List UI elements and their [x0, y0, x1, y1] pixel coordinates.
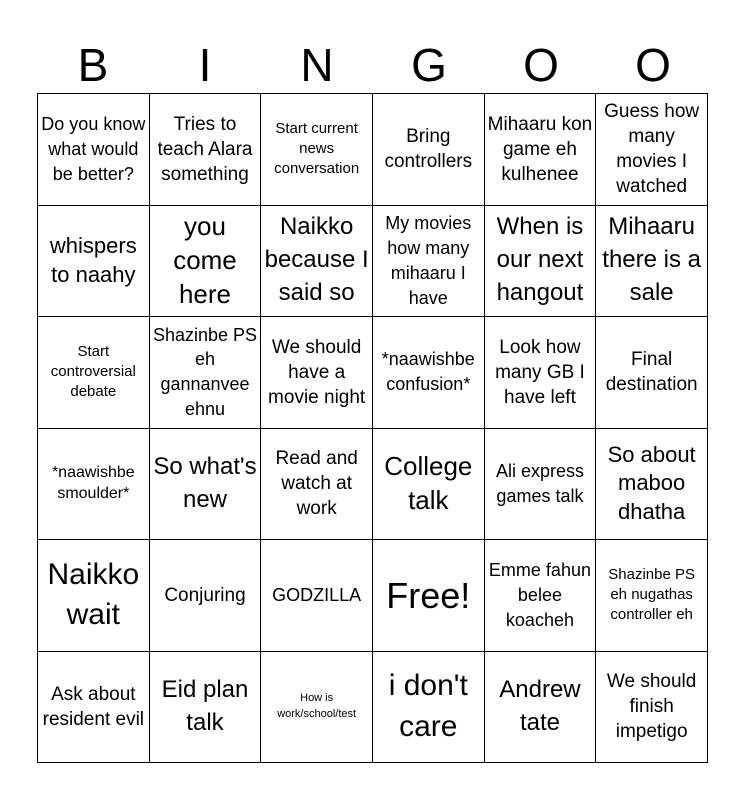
header-letter-i: I [198, 39, 212, 91]
bingo-cell[interactable]: Bring controllers [372, 94, 484, 206]
bingo-cell[interactable]: Ask about resident evil [38, 651, 150, 763]
bingo-cell[interactable]: i don't care [372, 651, 484, 763]
bingo-cell[interactable]: When is our next hangout [484, 205, 596, 317]
free-space-cell[interactable]: Free! [372, 540, 484, 652]
bingo-header [37, 38, 708, 92]
bingo-cell[interactable]: Eid plan talk [149, 651, 261, 763]
bingo-cell[interactable]: We should finish impetigo [596, 651, 708, 763]
bingo-cell[interactable]: Start controversial debate [38, 317, 150, 429]
header-letter-o-2: O [635, 39, 671, 91]
bingo-cell[interactable]: Mihaaru there is a sale [596, 205, 708, 317]
bingo-cell[interactable]: We should have a movie night [261, 317, 373, 429]
bingo-cell[interactable]: So what's new [149, 428, 261, 540]
board-row [38, 651, 708, 763]
bingo-cell[interactable]: How is work/school/test [261, 651, 373, 763]
board-row [38, 205, 708, 317]
board-row [38, 317, 708, 429]
bingo-cell[interactable]: Andrew tate [484, 651, 596, 763]
bingo-cell[interactable]: Final destination [596, 317, 708, 429]
bingo-cell[interactable]: Shazinbe PS eh gannanvee ehnu [149, 317, 261, 429]
bingo-cell[interactable]: My movies how many mihaaru I have [372, 205, 484, 317]
board-row [38, 94, 708, 206]
bingo-cell[interactable]: *naawishbe confusion* [372, 317, 484, 429]
bingo-cell[interactable]: College talk [372, 428, 484, 540]
bingo-cell[interactable]: Conjuring [149, 540, 261, 652]
header-letter-o: O [523, 39, 559, 91]
bingo-cell[interactable]: GODZILLA [261, 540, 373, 652]
bingo-cell[interactable]: So about maboo dhatha [596, 428, 708, 540]
bingo-cell[interactable]: Start current news conversation [261, 94, 373, 206]
board-row [38, 428, 708, 540]
header-letter-n: N [300, 39, 334, 91]
board-row [38, 540, 708, 652]
bingo-cell[interactable]: whispers to naahy [38, 205, 150, 317]
bingo-board [37, 93, 708, 763]
bingo-cell[interactable]: Mihaaru kon game eh kulhenee [484, 94, 596, 206]
bingo-cell[interactable]: Guess how many movies I watched [596, 94, 708, 206]
bingo-cell[interactable]: Naikko wait [38, 540, 150, 652]
bingo-cell[interactable]: Naikko because I said so [261, 205, 373, 317]
bingo-cell[interactable]: Ali express games talk [484, 428, 596, 540]
header-letter-g: G [411, 39, 447, 91]
bingo-cell[interactable]: Look how many GB I have left [484, 317, 596, 429]
bingo-cell[interactable]: Tries to teach Alara something [149, 94, 261, 206]
bingo-cell[interactable]: you come here [149, 205, 261, 317]
bingo-cell[interactable]: *naawishbe smoulder* [38, 428, 150, 540]
bingo-cell[interactable]: Do you know what would be better? [38, 94, 150, 206]
bingo-cell[interactable]: Shazinbe PS eh nugathas controller eh [596, 540, 708, 652]
bingo-cell[interactable]: Emme fahun belee koacheh [484, 540, 596, 652]
header-letter-b: B [77, 39, 109, 91]
bingo-cell[interactable]: Read and watch at work [261, 428, 373, 540]
